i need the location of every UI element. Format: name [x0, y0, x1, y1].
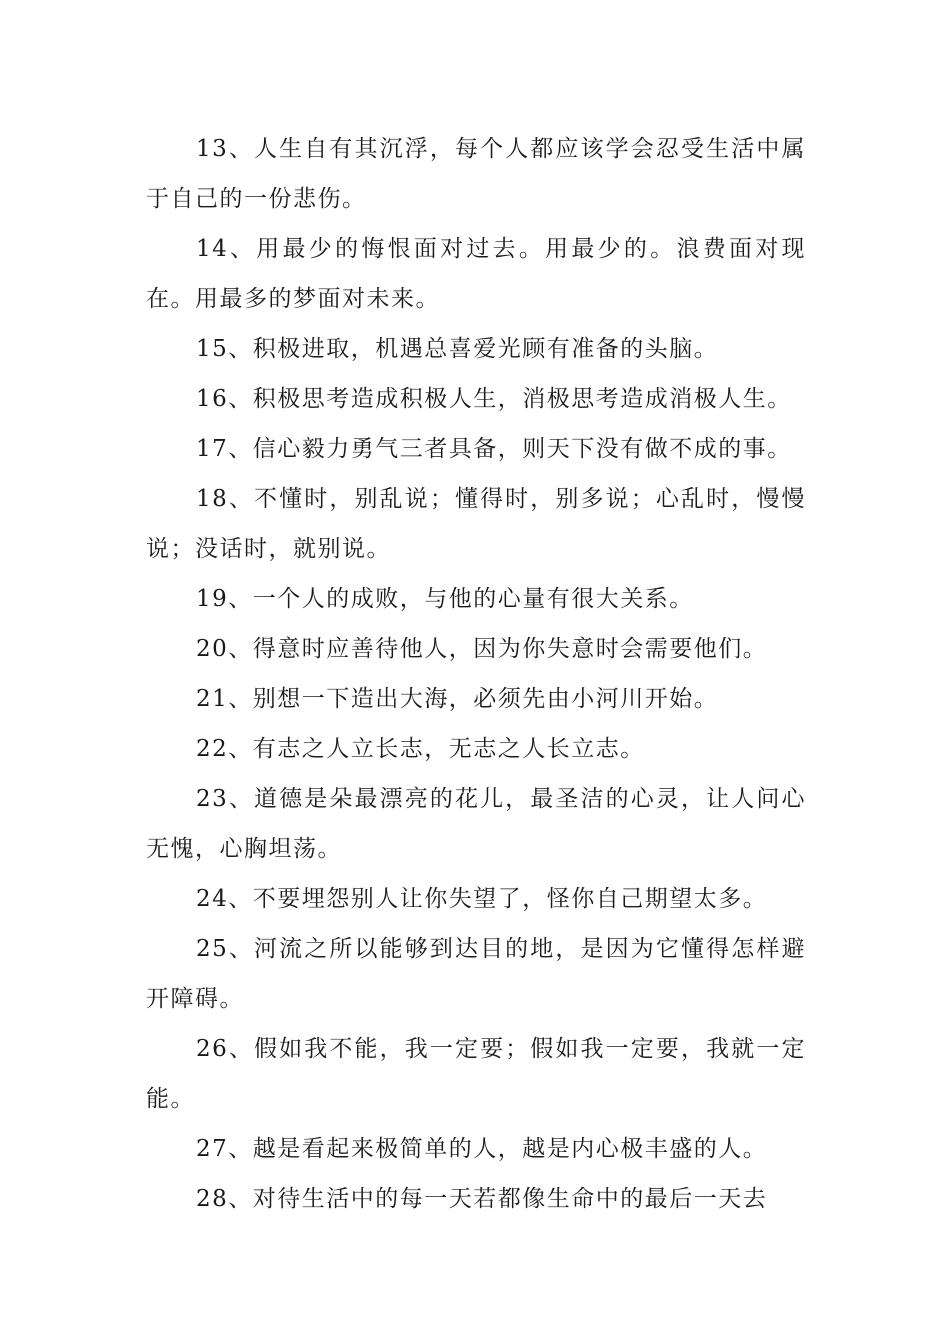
- quote-paragraph: 14、用最少的悔恨面对过去。用最少的。浪费面对现在。用最多的梦面对未来。: [146, 236, 806, 312]
- quote-paragraph: 16、积极思考造成积极人生，消极思考造成消极人生。: [196, 386, 792, 412]
- quote-paragraph: 27、越是看起来极简单的人，越是内心极丰盛的人。: [196, 1136, 768, 1162]
- quote-paragraph: 19、一个人的成败，与他的心量有很大关系。: [196, 586, 694, 612]
- quote-paragraph: 17、信心毅力勇气三者具备，则天下没有做不成的事。: [196, 436, 792, 462]
- quote-paragraph: 25、河流之所以能够到达目的地，是因为它懂得怎样避开障碍。: [146, 936, 806, 1012]
- quote-paragraph: 13、人生自有其沉浮，每个人都应该学会忍受生活中属于自己的一份悲伤。: [146, 136, 806, 212]
- quote-paragraph: 21、别想一下造出大海，必须先由小河川开始。: [196, 686, 719, 712]
- quote-paragraph: 22、有志之人立长志，无志之人长立志。: [196, 736, 645, 762]
- quote-paragraph: 20、得意时应善待他人，因为你失意时会需要他们。: [196, 636, 768, 662]
- quote-paragraph: 26、假如我不能，我一定要；假如我一定要，我就一定能。: [146, 1036, 806, 1112]
- quote-paragraph: 28、对待生活中的每一天若都像生命中的最后一天去: [196, 1186, 768, 1212]
- quote-paragraph: 24、不要埋怨别人让你失望了，怪你自己期望太多。: [196, 886, 768, 912]
- quote-paragraph: 23、道德是朵最漂亮的花儿，最圣洁的心灵，让人问心无愧，心胸坦荡。: [146, 786, 806, 862]
- document-body: [146, 124, 806, 1224]
- quote-paragraph: 18、不懂时，别乱说；懂得时，别多说；心乱时，慢慢说；没话时，就别说。: [146, 486, 806, 562]
- quote-paragraph: 15、积极进取，机遇总喜爱光顾有准备的头脑。: [196, 336, 719, 362]
